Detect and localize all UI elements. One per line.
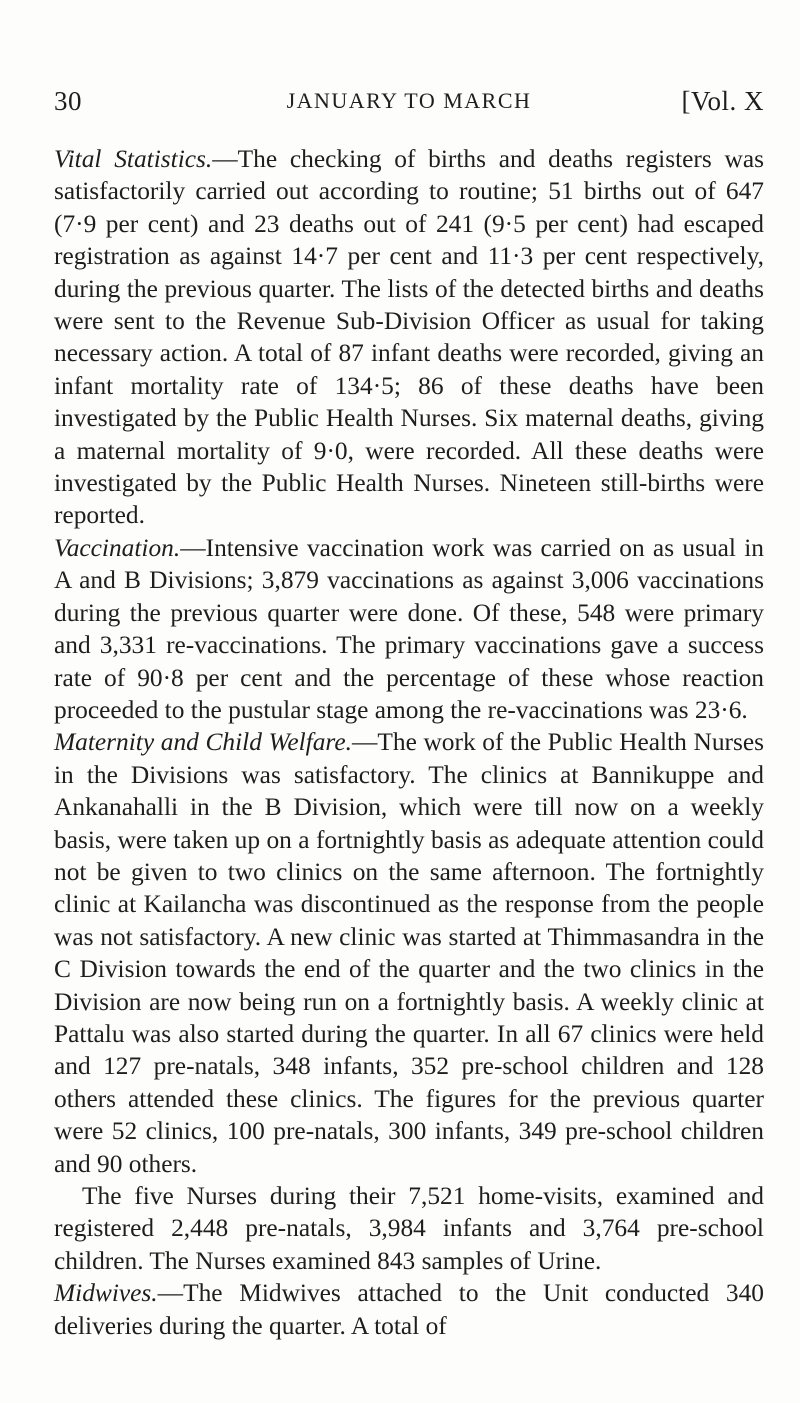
paragraph-vaccination (54, 532, 764, 726)
section-heading: Vaccination. (54, 533, 181, 562)
paragraph-nurses-home-visits (54, 1180, 764, 1277)
heading-separator: — (180, 533, 206, 562)
running-title: JANUARY TO MARCH (286, 88, 532, 113)
heading-separator: — (351, 728, 378, 757)
paragraph-text: The Midwives attached to the Unit conducted 340 deliveries during the quarter. A total of (54, 1279, 764, 1340)
heading-separator: — (212, 145, 238, 173)
page-header (54, 86, 764, 126)
document-page (54, 86, 764, 1342)
paragraph-text: The five Nurses during their 7,521 home-visits, examined and registered 2,448 pre-natals, 3,984 infants and 3,764 pre-school children. The Nurses examined 843 samples of Urine. (54, 1182, 764, 1275)
paragraph-text: The work of the Public Health Nurses in the Divisions was satisfactory. The clinics at Bannikuppe and Ankanahalli in the B Division, which were till now on a weekly basis, were taken up on a fortnightly basis as adequate attention could not be given to two clinics on the same afternoon. The fortnightly clinic at Kailancha was discontinued as the response from the people was not satisfactory. A new clinic was started at Thimmasandra in the C Division towards the end of the quarter and the two clinics in the Division are now being run on a fortnightly basis. A weekly clinic at Pattalu was also started during the quarter. In all 67 clinics were held and 127 pre-natals, 348 infants, 352 pre-school children and 128 others attended these clinics. The figures for the previous quarter were 52 clinics, 100 pre-natals, 300 infants, 349 pre-school children and 90 others. (54, 728, 764, 1178)
paragraph-text: Intensive vaccination work was carried on as usual in A and B Divisions; 3,879 vaccinations as against 3,006 vaccinations during the previous quarter were done. Of these, 548 were primary and 3,331 re-vaccinations. The primary vaccinations gave a success rate of 90·8 per cent and the percentage of these whose reaction proceeded to the pustular stage among the re-vaccinations was 23·6. (54, 533, 764, 724)
page-number: 30 (54, 86, 82, 116)
section-heading: Vital Statistics. (54, 145, 213, 173)
heading-separator: — (157, 1279, 184, 1308)
volume-label: [Vol. X (681, 86, 764, 116)
body-text (54, 143, 764, 1342)
paragraph-midwives (54, 1277, 764, 1342)
paragraph-vital-statistics (54, 143, 764, 532)
paragraph-maternity-child-welfare (54, 726, 764, 1180)
section-heading: Maternity and Child Welfare. (54, 728, 352, 757)
section-heading: Midwives. (54, 1279, 158, 1308)
paragraph-text: The checking of births and deaths registers was satisfactorily carried out according to routine; 51 births out of 647 (7·9 per cent) and 23 deaths out of 241 (9·5 per cent) had escaped registration as against 14·7 per cent and 11·3 per cent respectively, during the previous quarter. The lists of the detected births and deaths were sent to the Revenue Sub-Division Officer as usual for taking necessary action. A total of 87 infant deaths were recorded, giving an infant mortality rate of 134·5; 86 of these deaths have been investigated by the Public Health Nurses. Six maternal deaths, giving a maternal mortality of 9·0, were recorded. All these deaths were investigated by the Public Health Nurses. Nineteen still-births were reported. (54, 145, 765, 530)
